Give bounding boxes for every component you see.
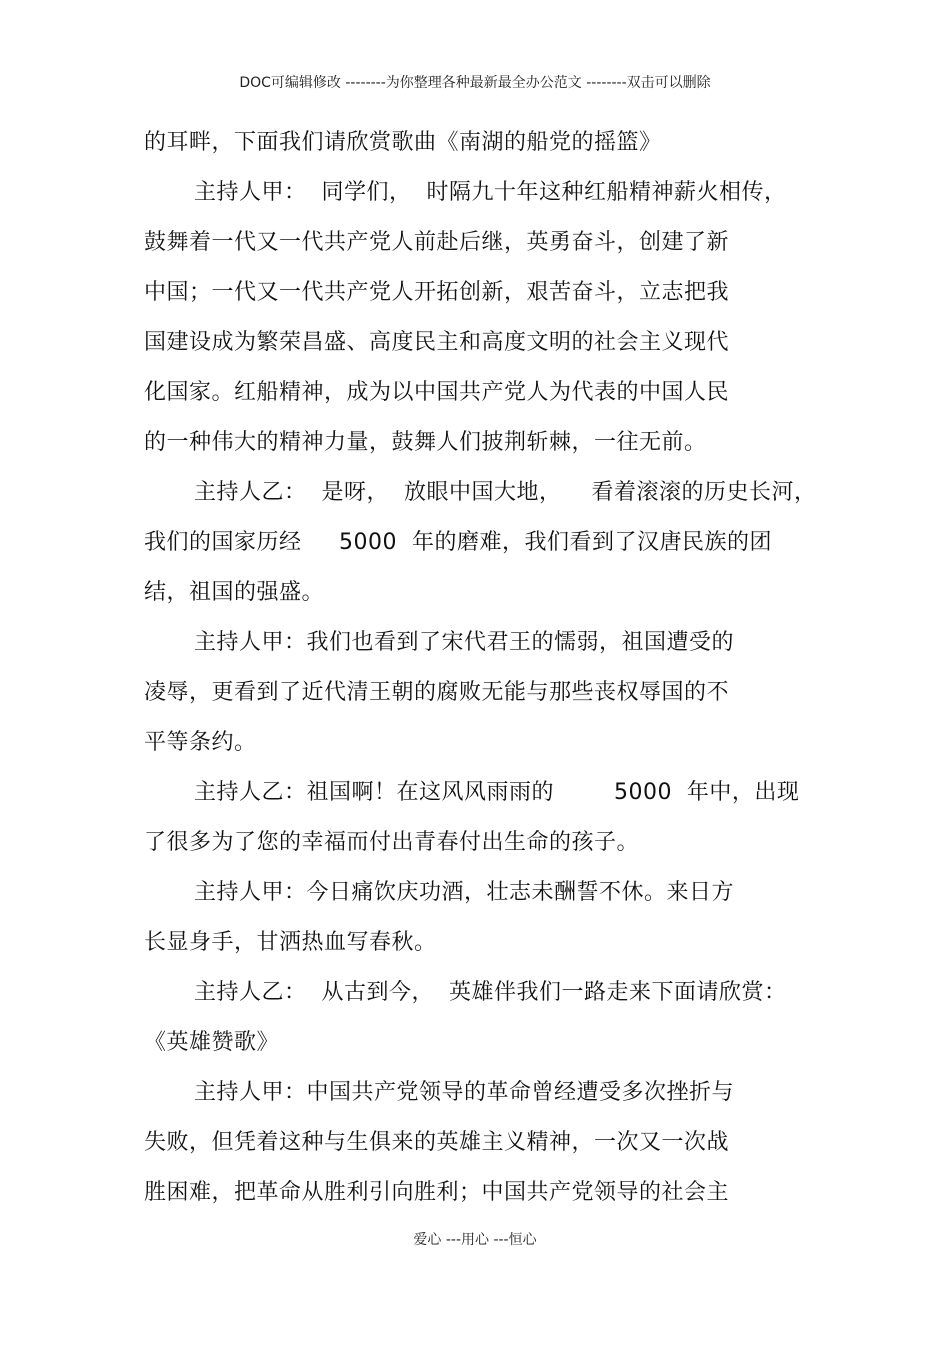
text-line: 长显身手，甘洒热血写春秋。 <box>144 930 437 955</box>
text-line: 失败，但凭着这种与生俱来的英雄主义精神，一次又一次战 <box>144 1130 730 1155</box>
text-line: 主持人乙： 从古到今， 英雄伴我们一路走来下面请欣赏： <box>194 980 787 1005</box>
text-line: 中国；一代又一代共产党人开拓创新，艰苦奋斗，立志把我 <box>144 280 730 305</box>
text-line: 了很多为了您的幸福而付出青春付出生命的孩子。 <box>144 830 640 855</box>
page-header: DOC可编辑修改 --------为你整理各种最新最全办公范文 --------双击可以删除 <box>239 75 711 91</box>
text-line: 主持人甲：今日痛饮庆功酒，壮志未酬誓不休。来日方 <box>194 880 735 905</box>
text-line: 化国家。红船精神，成为以中国共产党人为代表的中国人民 <box>144 380 730 405</box>
text-line: 凌辱，更看到了近代清王朝的腐败无能与那些丧权辱国的不 <box>144 680 730 705</box>
text-line: 胜困难，把革命从胜利引向胜利；中国共产党领导的社会主 <box>144 1180 730 1205</box>
text-line: 《英雄赞歌》 <box>144 1030 280 1055</box>
text-line: 的一种伟大的精神力量，鼓舞人们披荆斩棘，一往无前。 <box>144 430 707 455</box>
text-line: 主持人甲：我们也看到了宋代君王的懦弱，祖国遭受的 <box>194 630 735 655</box>
text-line: 主持人乙： 是呀， 放眼中国大地， 看着滚滚的历史长河， <box>194 480 817 505</box>
text-line: 国建设成为繁荣昌盛、高度民主和高度文明的社会主义现代 <box>144 330 730 355</box>
text-line: 我们的国家历经 5000 年的磨难，我们看到了汉唐民族的团 <box>144 530 772 555</box>
text-line: 的耳畔，下面我们请欣赏歌曲《南湖的船党的摇篮》 <box>144 130 662 155</box>
text-line: 主持人甲： 同学们， 时隔九十年这种红船精神薪火相传， <box>194 180 787 205</box>
text-line: 结，祖国的强盛。 <box>144 580 325 605</box>
text-line: 平等条约。 <box>144 730 257 755</box>
document-body <box>144 118 824 1218</box>
text-line: 主持人甲：中国共产党领导的革命曾经遭受多次挫折与 <box>194 1080 735 1105</box>
text-line: 主持人乙：祖国啊！在这风风雨雨的 5000 年中，出现 <box>194 780 800 805</box>
page-footer: 爱心 ---用心 ---恒心 <box>413 1232 537 1248</box>
text-line: 鼓舞着一代又一代共产党人前赴后继，英勇奋斗，创建了新 <box>144 230 730 255</box>
